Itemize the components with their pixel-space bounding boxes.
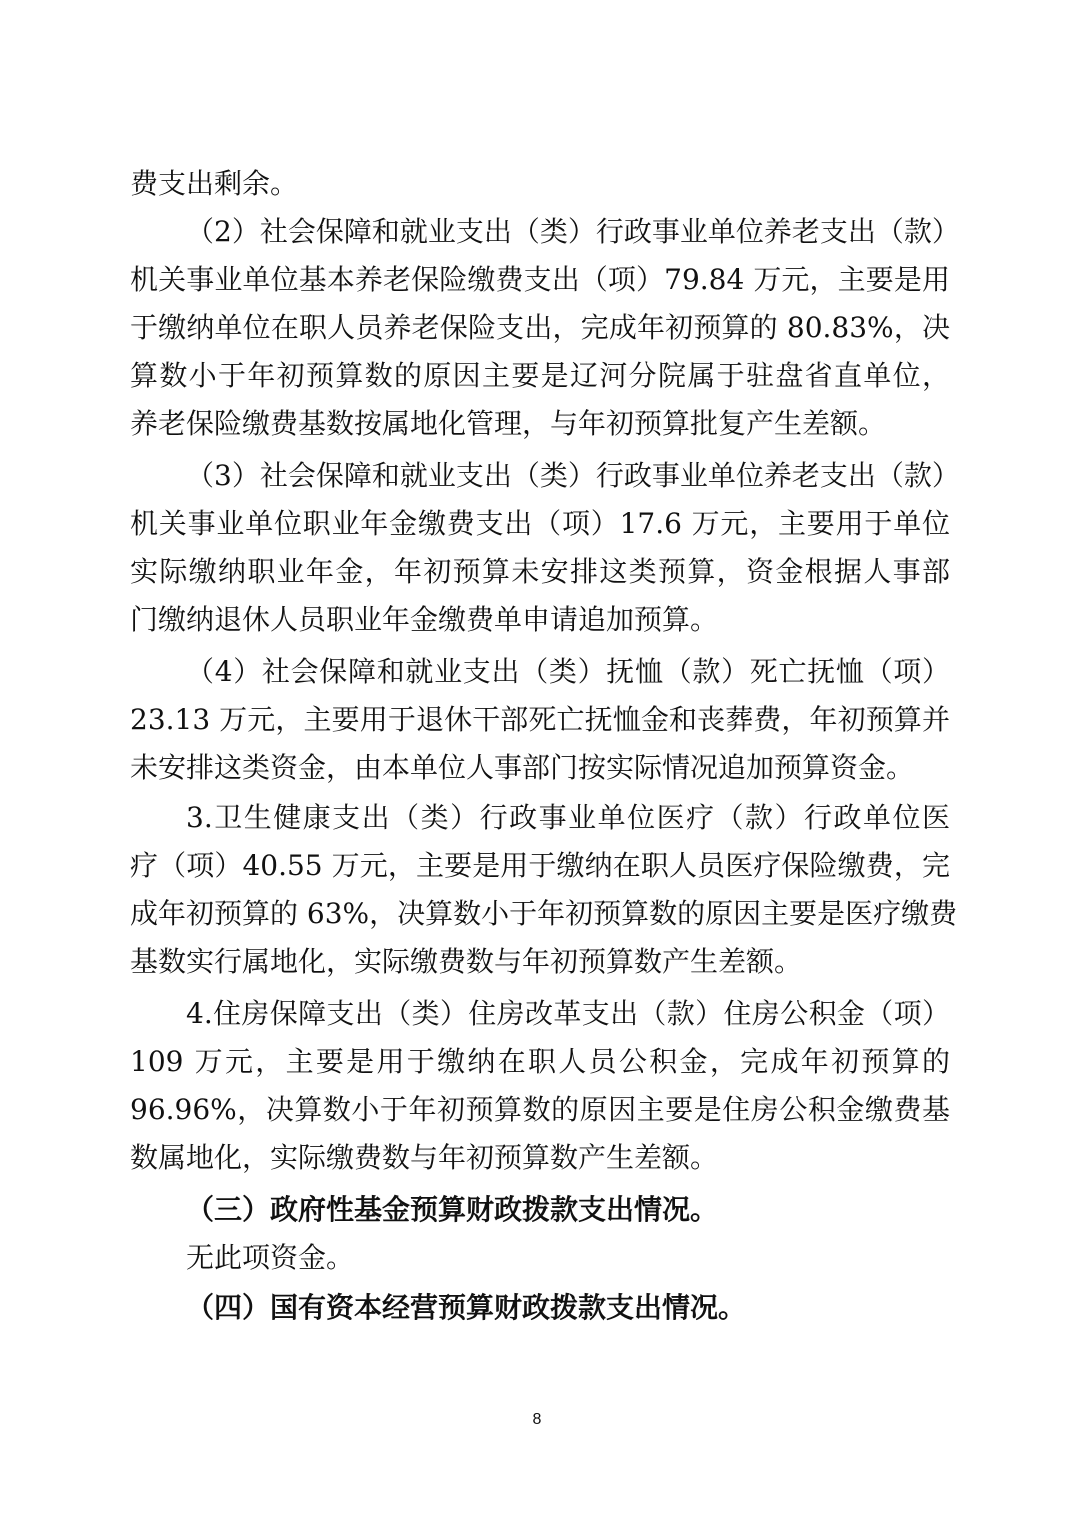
paragraph-line: 3.卫生健康支出（类）行政事业单位医疗（款）行政单位医	[186, 801, 950, 834]
paragraph-line: （2）社会保障和就业支出（类）行政事业单位养老支出（款）	[186, 215, 960, 248]
paragraph-line: 费支出剩余。	[130, 167, 299, 200]
paragraph-line: （4）社会保障和就业支出（类）抚恤（款）死亡抚恤（项）	[186, 655, 950, 688]
paragraph-line: 23.13 万元，主要用于退休干部死亡抚恤金和丧葬费，年初预算并	[130, 703, 950, 736]
page-number: 8	[532, 1411, 542, 1428]
paragraph-line: 4.住房保障支出（类）住房改革支出（款）住房公积金（项）	[186, 997, 950, 1030]
paragraph-line: （3）社会保障和就业支出（类）行政事业单位养老支出（款）	[186, 459, 960, 492]
paragraph-line: 96.96%，决算数小于年初预算数的原因主要是住房公积金缴费基	[130, 1093, 950, 1126]
paragraph-line: 基数实行属地化，实际缴费数与年初预算数产生差额。	[130, 945, 803, 978]
section-heading: （三）政府性基金预算财政拨款支出情况。	[186, 1193, 719, 1226]
paragraph-line: 成年初预算的 63%，决算数小于年初预算数的原因主要是医疗缴费	[130, 897, 958, 930]
paragraph-line: 养老保险缴费基数按属地化管理，与年初预算批复产生差额。	[130, 407, 887, 440]
paragraph-line: 于缴纳单位在职人员养老保险支出，完成年初预算的 80.83%，决	[130, 311, 950, 344]
paragraph-line: 机关事业单位基本养老保险缴费支出（项）79.84 万元，主要是用	[130, 263, 950, 296]
paragraph-line: 疗（项）40.55 万元，主要是用于缴纳在职人员医疗保险缴费，完	[130, 849, 950, 882]
paragraph-line: 门缴纳退休人员职业年金缴费单申请追加预算。	[130, 603, 719, 636]
section-heading: （四）国有资本经营预算财政拨款支出情况。	[186, 1291, 747, 1324]
paragraph-line: 数属地化，实际缴费数与年初预算数产生差额。	[130, 1141, 719, 1174]
paragraph-line: 未安排这类资金，由本单位人事部门按实际情况追加预算资金。	[130, 751, 915, 784]
paragraph-line: 无此项资金。	[186, 1241, 355, 1274]
paragraph-line: 算数小于年初预算数的原因主要是辽河分院属于驻盘省直单位，	[130, 359, 950, 392]
paragraph-line: 109 万元，主要是用于缴纳在职人员公积金，完成年初预算的	[130, 1045, 950, 1078]
paragraph-line: 实际缴纳职业年金，年初预算未安排这类预算，资金根据人事部	[130, 555, 950, 588]
paragraph-line: 机关事业单位职业年金缴费支出（项）17.6 万元，主要用于单位	[130, 507, 950, 540]
